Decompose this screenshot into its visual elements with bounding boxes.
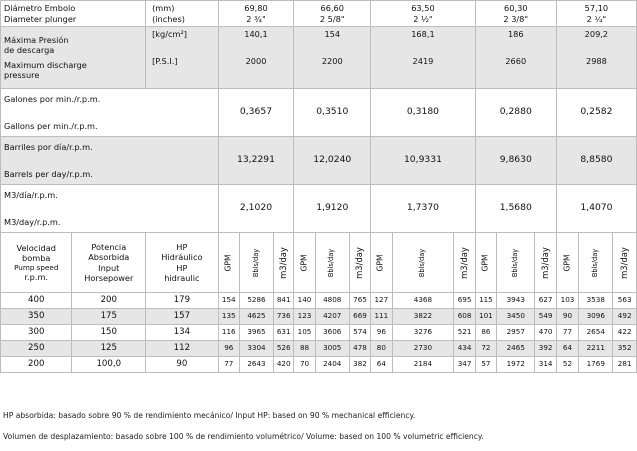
perf-value-cell: 549 bbox=[535, 309, 556, 325]
m3-value: 1,7370 bbox=[371, 185, 476, 233]
perf-value-cell: 422 bbox=[613, 325, 637, 341]
perf-value-cell: 492 bbox=[613, 309, 637, 325]
m3-value: 1,5680 bbox=[475, 185, 556, 233]
perf-value-cell: 2465 bbox=[497, 341, 535, 357]
perf-value-cell: 3450 bbox=[497, 309, 535, 325]
pressure-value: 154 2200 bbox=[294, 27, 371, 89]
perf-value-cell: 101 bbox=[475, 309, 496, 325]
pressure-value: 140,1 2000 bbox=[218, 27, 294, 89]
barrels-value: 8,8580 bbox=[556, 137, 636, 185]
power-cell: 175 bbox=[72, 309, 146, 325]
gallons-value: 0,3657 bbox=[218, 89, 294, 137]
perf-value-cell: 736 bbox=[274, 309, 294, 325]
perf-value-cell: 4808 bbox=[315, 293, 349, 309]
perf-value-cell: 3606 bbox=[315, 325, 349, 341]
perf-value-cell: 105 bbox=[294, 325, 315, 341]
perf-value-cell: 96 bbox=[371, 325, 392, 341]
perf-value-cell: 72 bbox=[475, 341, 496, 357]
perf-value-cell: 3096 bbox=[579, 309, 613, 325]
diameter-value: 60,30 2 3/8" bbox=[475, 1, 556, 27]
sub-header-m3-day: m3/day bbox=[349, 233, 370, 293]
perf-value-cell: 434 bbox=[454, 341, 475, 357]
gallons-value: 0,2880 bbox=[475, 89, 556, 137]
perf-value-cell: 4625 bbox=[239, 309, 273, 325]
gallons-value: 0,3510 bbox=[294, 89, 371, 137]
perf-value-cell: 627 bbox=[535, 293, 556, 309]
perf-value-cell: 3304 bbox=[239, 341, 273, 357]
diameter-unit: (mm) (inches) bbox=[146, 1, 219, 27]
gallons-value: 0,3180 bbox=[371, 89, 476, 137]
power-cell: 100,0 bbox=[72, 357, 146, 373]
hp-cell: 90 bbox=[146, 357, 219, 373]
barrels-value: 9,8630 bbox=[475, 137, 556, 185]
rpm-cell: 200 bbox=[1, 357, 72, 373]
power-cell: 125 bbox=[72, 341, 146, 357]
perf-value-cell: 1972 bbox=[497, 357, 535, 373]
perf-value-cell: 57 bbox=[475, 357, 496, 373]
perf-value-cell: 64 bbox=[371, 357, 392, 373]
sub-header-gpm: GPM bbox=[556, 233, 578, 293]
perf-value-cell: 281 bbox=[613, 357, 637, 373]
pressure-value: 186 2660 bbox=[475, 27, 556, 89]
pressure-value: 168,1 2419 bbox=[371, 27, 476, 89]
perf-value-cell: 111 bbox=[371, 309, 392, 325]
sub-header-bbls-day: Bbls/day bbox=[579, 233, 613, 293]
perf-value-cell: 86 bbox=[475, 325, 496, 341]
perf-value-cell: 420 bbox=[274, 357, 294, 373]
perf-value-cell: 115 bbox=[475, 293, 496, 309]
power-header: Potencia Absorbida Input Horsepower bbox=[72, 233, 146, 293]
perf-value-cell: 669 bbox=[349, 309, 370, 325]
perf-value-cell: 574 bbox=[349, 325, 370, 341]
sub-header-m3-day: m3/day bbox=[274, 233, 294, 293]
perf-value-cell: 347 bbox=[454, 357, 475, 373]
perf-value-cell: 52 bbox=[556, 357, 578, 373]
perf-value-cell: 140 bbox=[294, 293, 315, 309]
perf-value-cell: 103 bbox=[556, 293, 578, 309]
diameter-value: 63,50 2 ½" bbox=[371, 1, 476, 27]
sub-header-gpm: GPM bbox=[294, 233, 315, 293]
m3-label: M3/día/r.p.m. M3/day/r.p.m. bbox=[1, 185, 219, 233]
sub-header-bbls-day: Bbls/day bbox=[392, 233, 454, 293]
perf-value-cell: 2730 bbox=[392, 341, 454, 357]
hydraulic-hp-header: HP Hidráulico HP hidraulic bbox=[146, 233, 219, 293]
sub-header-gpm: GPM bbox=[371, 233, 392, 293]
hp-cell: 134 bbox=[146, 325, 219, 341]
m3-value: 1,9120 bbox=[294, 185, 371, 233]
sub-header-m3-day: m3/day bbox=[535, 233, 556, 293]
diameter-value: 69,80 2 ¾" bbox=[218, 1, 294, 27]
perf-value-cell: 3276 bbox=[392, 325, 454, 341]
perf-value-cell: 154 bbox=[218, 293, 239, 309]
gallons-label: Galones por min./r.p.m. Gallons per min./r.p.m. bbox=[1, 89, 219, 137]
perf-value-cell: 2211 bbox=[579, 341, 613, 357]
perf-value-cell: 521 bbox=[454, 325, 475, 341]
rpm-cell: 250 bbox=[1, 341, 72, 357]
sub-header-gpm: GPM bbox=[475, 233, 496, 293]
perf-value-cell: 352 bbox=[613, 341, 637, 357]
rpm-cell: 400 bbox=[1, 293, 72, 309]
diameter-value: 66,60 2 5/8" bbox=[294, 1, 371, 27]
perf-value-cell: 90 bbox=[556, 309, 578, 325]
perf-value-cell: 3538 bbox=[579, 293, 613, 309]
rpm-cell: 350 bbox=[1, 309, 72, 325]
gallons-value: 0,2582 bbox=[556, 89, 636, 137]
perf-value-cell: 88 bbox=[294, 341, 315, 357]
perf-value-cell: 123 bbox=[294, 309, 315, 325]
perf-value-cell: 314 bbox=[535, 357, 556, 373]
perf-value-cell: 116 bbox=[218, 325, 239, 341]
sub-header-m3-day: m3/day bbox=[613, 233, 637, 293]
power-cell: 150 bbox=[72, 325, 146, 341]
perf-value-cell: 631 bbox=[274, 325, 294, 341]
perf-value-cell: 526 bbox=[274, 341, 294, 357]
perf-value-cell: 563 bbox=[613, 293, 637, 309]
perf-value-cell: 392 bbox=[535, 341, 556, 357]
diameter-value: 57,10 2 ¼" bbox=[556, 1, 636, 27]
footnote-volume: Volumen de desplazamiento: basado sobre 100 % de rendimiento volumétrico/ Volume: based on 100 % volumetric efficiency. bbox=[3, 432, 484, 441]
footnote-input-hp: HP absorbida: basado sobre 90 % de rendimiento mecánico/ Input HP: based on 90 % mechanical efficiency. bbox=[3, 411, 416, 420]
perf-value-cell: 382 bbox=[349, 357, 370, 373]
perf-value-cell: 470 bbox=[535, 325, 556, 341]
perf-value-cell: 5286 bbox=[239, 293, 273, 309]
perf-value-cell: 2654 bbox=[579, 325, 613, 341]
barrels-value: 10,9331 bbox=[371, 137, 476, 185]
m3-value: 1,4070 bbox=[556, 185, 636, 233]
sub-header-bbls-day: Bbls/day bbox=[315, 233, 349, 293]
perf-value-cell: 4207 bbox=[315, 309, 349, 325]
perf-value-cell: 2957 bbox=[497, 325, 535, 341]
barrels-label: Barriles por día/r.p.m. Barrels per day/r.p.m. bbox=[1, 137, 219, 185]
rpm-cell: 300 bbox=[1, 325, 72, 341]
perf-value-cell: 77 bbox=[218, 357, 239, 373]
sub-header-gpm: GPM bbox=[218, 233, 239, 293]
perf-value-cell: 3965 bbox=[239, 325, 273, 341]
sub-header-m3-day: m3/day bbox=[454, 233, 475, 293]
perf-value-cell: 695 bbox=[454, 293, 475, 309]
perf-value-cell: 4368 bbox=[392, 293, 454, 309]
barrels-value: 12,0240 bbox=[294, 137, 371, 185]
perf-value-cell: 77 bbox=[556, 325, 578, 341]
pressure-unit: [kg/cm²] [P.S.I.] bbox=[146, 27, 219, 89]
hp-cell: 179 bbox=[146, 293, 219, 309]
sub-header-bbls-day: Bbls/day bbox=[497, 233, 535, 293]
power-cell: 200 bbox=[72, 293, 146, 309]
sub-header-bbls-day: Bbls/day bbox=[239, 233, 273, 293]
hp-cell: 157 bbox=[146, 309, 219, 325]
perf-value-cell: 478 bbox=[349, 341, 370, 357]
perf-value-cell: 841 bbox=[274, 293, 294, 309]
perf-value-cell: 2643 bbox=[239, 357, 273, 373]
perf-value-cell: 3005 bbox=[315, 341, 349, 357]
perf-value-cell: 135 bbox=[218, 309, 239, 325]
diameter-label: Diámetro Embolo Diameter plunger bbox=[1, 1, 146, 27]
perf-value-cell: 765 bbox=[349, 293, 370, 309]
perf-value-cell: 80 bbox=[371, 341, 392, 357]
perf-value-cell: 64 bbox=[556, 341, 578, 357]
perf-value-cell: 3822 bbox=[392, 309, 454, 325]
hp-cell: 112 bbox=[146, 341, 219, 357]
perf-value-cell: 2184 bbox=[392, 357, 454, 373]
m3-value: 2,1020 bbox=[218, 185, 294, 233]
perf-value-cell: 3943 bbox=[497, 293, 535, 309]
barrels-value: 13,2291 bbox=[218, 137, 294, 185]
speed-header: Velocidad bomba Pump speed r.p.m. bbox=[1, 233, 72, 293]
perf-value-cell: 608 bbox=[454, 309, 475, 325]
perf-value-cell: 127 bbox=[371, 293, 392, 309]
pressure-label: Máxima Presión de descarga Maximum discharge pressure bbox=[1, 27, 146, 89]
perf-value-cell: 1769 bbox=[579, 357, 613, 373]
pressure-value: 209,2 2988 bbox=[556, 27, 636, 89]
perf-value-cell: 2404 bbox=[315, 357, 349, 373]
perf-value-cell: 96 bbox=[218, 341, 239, 357]
perf-value-cell: 70 bbox=[294, 357, 315, 373]
